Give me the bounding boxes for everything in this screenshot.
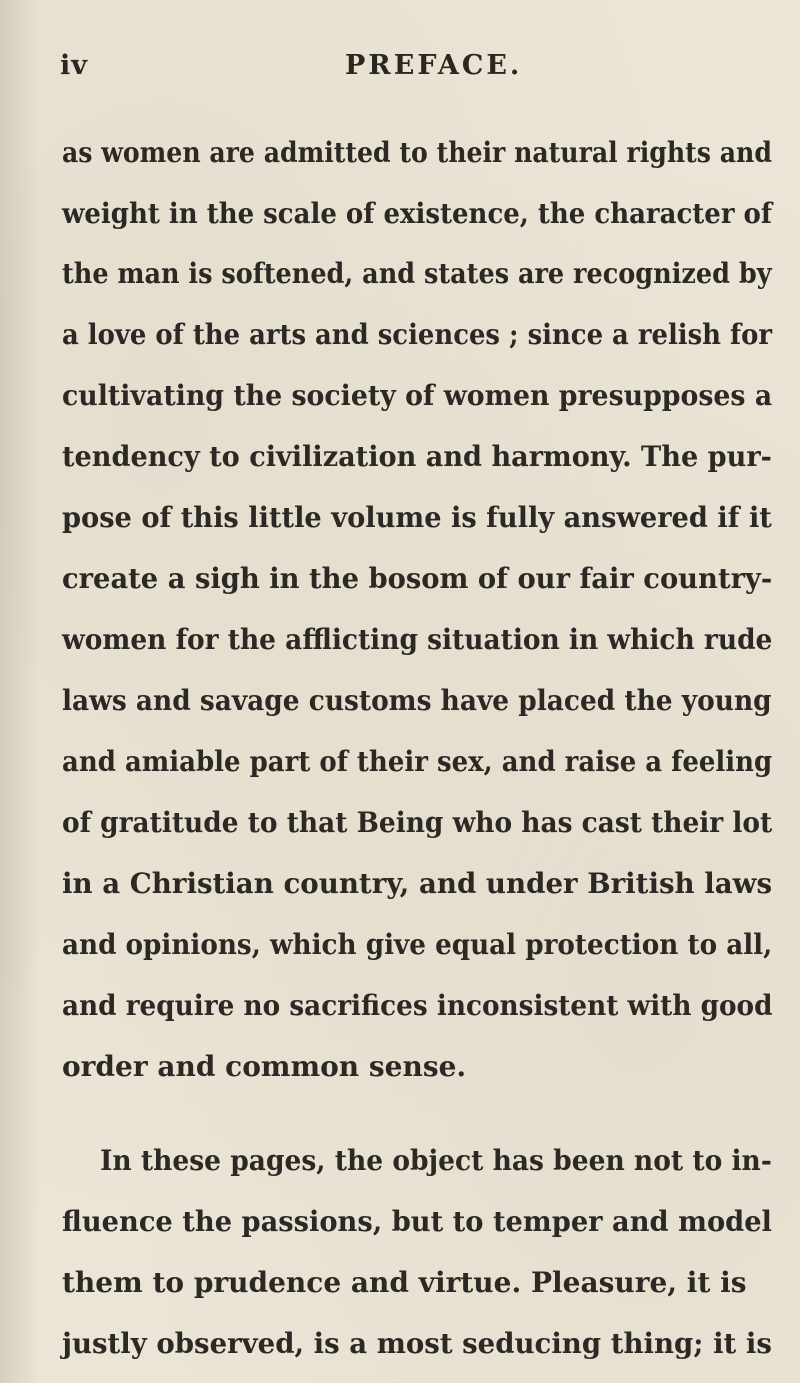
text-line: in a Christian country, and under British laws <box>62 867 773 900</box>
text-line: and amiable part of their sex, and raise a feeling <box>62 745 773 778</box>
text-line: pose of this little volume is fully answered if it <box>62 501 772 534</box>
text-line: and require no sacrifices inconsistent with good <box>62 989 773 1022</box>
text-line: tendency to civilization and harmony. The pur- <box>62 440 772 473</box>
text-line: the man is softened, and states are recognized by <box>62 257 772 290</box>
text-line: order and common sense. <box>62 1050 467 1083</box>
page-gutter-shadow <box>0 0 40 1383</box>
text-line: as women are admitted to their natural rights and <box>62 136 772 169</box>
text-line: them to prudence and virtue. Pleasure, it is <box>62 1266 747 1299</box>
running-head: PREFACE. <box>345 50 523 81</box>
text-line: and opinions, which give equal protection to all, <box>62 928 773 961</box>
page-number: iv <box>60 50 88 81</box>
text-line: cultivating the society of women presupposes a <box>62 379 773 412</box>
text-line: weight in the scale of existence, the character of <box>62 197 773 230</box>
page-header <box>0 50 800 90</box>
text-line: women for the afflicting situation in which rude <box>62 623 773 656</box>
text-line: a love of the arts and sciences ; since a relish for <box>62 318 773 351</box>
text-line: create a sigh in the bosom of our fair country- <box>62 562 773 595</box>
text-line: justly observed, is a most seducing thing; it is <box>62 1327 772 1360</box>
text-line: of gratitude to that Being who has cast their lot <box>62 806 773 839</box>
text-line: laws and savage customs have placed the young <box>62 684 772 717</box>
text-line: In these pages, the object has been not to in- <box>100 1144 772 1177</box>
text-line: fluence the passions, but to temper and model <box>62 1205 772 1238</box>
